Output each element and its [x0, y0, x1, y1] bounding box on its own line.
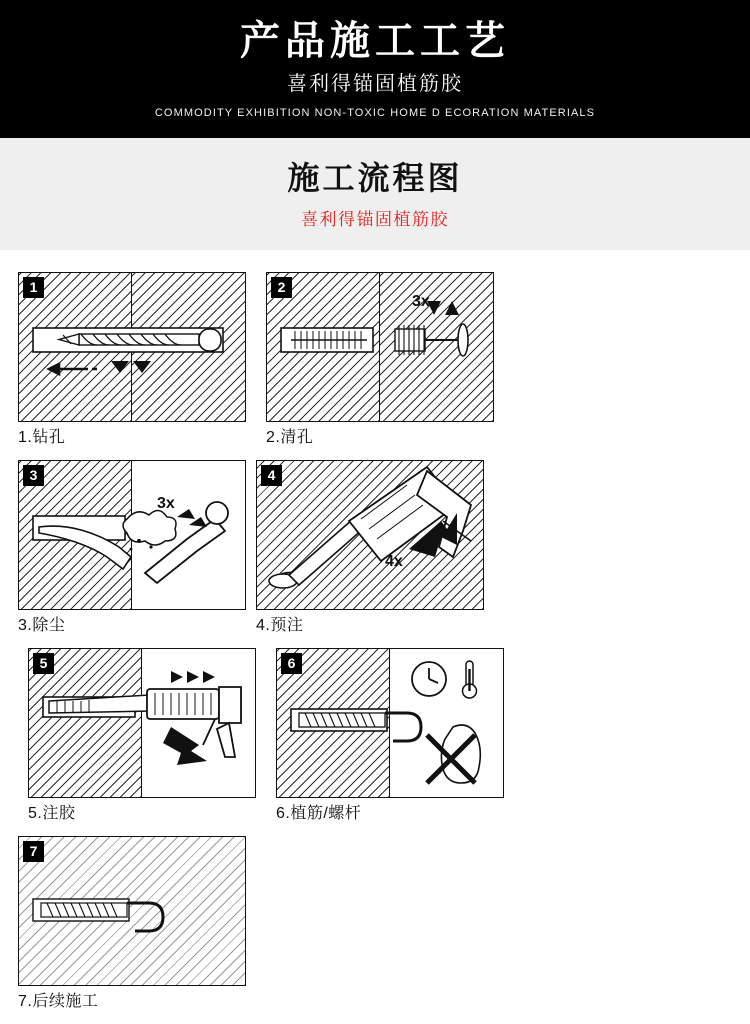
step-5	[28, 648, 266, 824]
banner-title: 产品施工工艺	[240, 19, 510, 63]
step-6-caption: 6.植筋/螺杆	[276, 805, 362, 822]
top-banner	[0, 0, 750, 138]
step-6-number: 6	[281, 653, 302, 674]
step-7-caption: 7.后续施工	[18, 993, 99, 1010]
section-title: 施工流程图	[287, 160, 463, 196]
step-6	[276, 648, 514, 824]
section-subtitle: 喜利得锚固植筋胶	[301, 209, 449, 229]
step-5-illustration	[28, 648, 256, 798]
air-blower-icon	[19, 461, 245, 609]
step-4-caption: 4.预注	[256, 617, 304, 634]
step-4	[256, 460, 494, 636]
step-2-caption: 2.清孔	[266, 429, 314, 446]
step-1-illustration	[18, 272, 246, 422]
step-3	[18, 460, 256, 636]
step-3-illustration	[18, 460, 246, 610]
step-2-annotation: 3x	[412, 293, 430, 310]
step-1-caption: 1.钻孔	[18, 429, 66, 446]
caulking-gun-purge-icon	[257, 461, 483, 609]
step-5-number: 5	[33, 653, 54, 674]
banner-english-line: COMMODITY EXHIBITION NON-TOXIC HOME D ECORATION MATERIALS	[154, 107, 596, 120]
step-7-number: 7	[23, 841, 44, 862]
step-4-number: 4	[261, 465, 282, 486]
step-3-annotation: 3x	[157, 495, 175, 512]
step-7	[18, 836, 256, 1012]
step-3-caption: 3.除尘	[18, 617, 66, 634]
step-6-illustration	[276, 648, 504, 798]
step-2	[266, 272, 504, 448]
step-2-illustration	[266, 272, 494, 422]
section-header	[0, 138, 750, 250]
step-3-number: 3	[23, 465, 44, 486]
brush-cleaning-icon	[267, 273, 493, 421]
banner-subtitle: 喜利得锚固植筋胶	[287, 73, 463, 96]
steps-grid	[0, 250, 750, 1024]
step-4-annotation: 4x	[385, 553, 403, 570]
cured-anchor-icon	[19, 837, 245, 985]
step-1	[18, 272, 256, 448]
step-5-caption: 5.注胶	[28, 805, 76, 822]
caulking-gun-inject-icon	[29, 649, 255, 797]
rebar-insert-icon	[277, 649, 503, 797]
step-1-number: 1	[23, 277, 44, 298]
drill-bit-in-hole-icon	[19, 273, 245, 421]
step-7-illustration	[18, 836, 246, 986]
step-4-illustration	[256, 460, 484, 610]
step-2-number: 2	[271, 277, 292, 298]
